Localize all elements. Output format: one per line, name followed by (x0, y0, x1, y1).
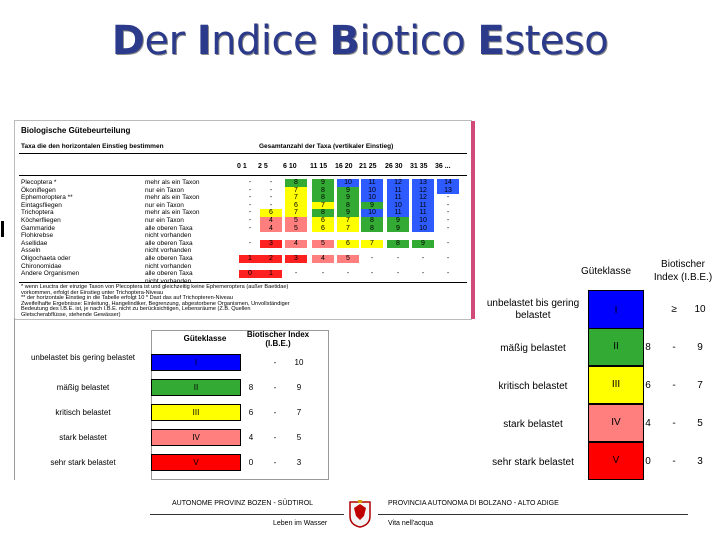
score-cell: 9 (387, 217, 409, 225)
score-cell: 11 (387, 187, 409, 195)
condition-label: alle oberen Taxa (145, 224, 193, 232)
index-value: 3 (296, 458, 302, 467)
table-row (15, 404, 327, 422)
score-cell: 7 (285, 209, 307, 217)
footnote: ** der horizontale Einstieg in die Tabelle erfolgt 10 * Dast das auf Trichopteren-Niveau (21, 295, 233, 302)
score-cell: - (269, 201, 273, 209)
score-cell: 10 (361, 209, 383, 217)
taxon-label: Eintagsfliegen (21, 201, 62, 209)
condition-label: nur ein Taxon (145, 201, 184, 209)
score-cell: 9 (387, 225, 409, 233)
score-cell: 8 (312, 194, 334, 202)
score-cell: 6 (260, 209, 282, 217)
score-cell: - (269, 186, 273, 194)
score-cell: - (248, 239, 252, 247)
score-cell: 10 (387, 202, 409, 210)
count-header: 21 25 (359, 163, 377, 170)
sheet-heading: Biologische Gütebeurteilung (21, 126, 131, 135)
condition-label: nur ein Taxon (145, 186, 184, 194)
score-cell: 1 (260, 270, 282, 278)
condition-label: alle oberen Taxa (145, 239, 193, 247)
score-cell: 11 (412, 209, 434, 217)
score-cell: - (421, 255, 425, 262)
sheet-right-header: Gesamtanzahl der Taxa (vertikaler Einstieg) (259, 143, 394, 150)
quality-class-table (478, 259, 720, 482)
score-cell: - (294, 270, 298, 278)
footnote: * wenn Leuctra der einzige Taxon von Plecoptera ist und gleichzeitig keine Ephemeroptera (außer Baetidae) (21, 284, 289, 290)
index-value: - (672, 456, 676, 467)
class-cell: V (588, 442, 644, 480)
taxon-label: Andere Organismen (21, 270, 80, 278)
count-header: 0 1 (237, 163, 247, 170)
index-value: 10 (694, 304, 706, 315)
divider (19, 175, 467, 176)
score-cell: - (248, 186, 252, 194)
score-cell: 5 (285, 225, 307, 233)
class-header: Güteklasse (183, 334, 227, 343)
footnote: Bedeutung des I.B.E. ist, je nach I.B.E. nicht zu berücksichtigen, Lebensräume (Z.B. Quellen (21, 306, 251, 313)
score-cell: 4 (260, 217, 282, 225)
footnote: vorkommen, erfolgt der Einstieg unter Trichoptera-Niveau (21, 289, 164, 296)
table-row (15, 354, 327, 372)
score-cell: 8 (285, 179, 307, 187)
score-cell: - (446, 201, 450, 209)
score-cell: - (446, 239, 450, 247)
row-label: stark belastet (59, 433, 107, 442)
score-cell: - (446, 224, 450, 232)
index-value: - (273, 358, 277, 367)
score-cell: 10 (412, 225, 434, 233)
index-value: - (672, 342, 676, 353)
score-cell: - (269, 194, 273, 202)
taxon-label: Asellidae (21, 239, 48, 247)
score-cell: - (370, 255, 374, 262)
score-cell: - (248, 194, 252, 202)
class-cell: IV (151, 429, 241, 446)
class-cell: I (588, 290, 644, 332)
score-cell: 5 (285, 217, 307, 225)
footer-left: AUTONOME PROVINZ BOZEN - SÜDTIROL (172, 500, 314, 507)
score-cell: - (248, 224, 252, 232)
count-header: 6 10 (283, 163, 297, 170)
score-cell: 9 (361, 202, 383, 210)
title-part: steso (504, 18, 609, 64)
footer-left-sub: Leben im Wasser (273, 520, 328, 527)
index-value: 10 (294, 358, 304, 367)
score-cell: - (248, 209, 252, 217)
sheet-edge-bar (471, 121, 475, 319)
score-cell: - (396, 255, 400, 262)
score-cell: 10 (412, 217, 434, 225)
taxon-label: Plecoptera * (21, 179, 57, 186)
row-label: mäßig belastet (56, 383, 110, 392)
score-cell: 12 (412, 187, 434, 195)
score-cell: 8 (312, 209, 334, 217)
score-cell: 8 (361, 217, 383, 225)
score-cell: 7 (285, 194, 307, 202)
coat-of-arms-icon (349, 500, 371, 528)
index-value: - (273, 408, 277, 417)
index-value: - (273, 458, 277, 467)
score-cell: 11 (361, 179, 383, 187)
condition-label: mehr als ein Taxon (145, 209, 200, 217)
index-value: 9 (296, 383, 302, 392)
index-header: Biotischer Index (I.B.E.) (246, 330, 310, 348)
score-cell: - (446, 217, 450, 224)
score-cell: 5 (337, 255, 359, 263)
index-value: - (672, 380, 676, 391)
row-label: sehr stark belastet (492, 457, 574, 468)
row-label: kritisch belastet (55, 408, 111, 417)
score-cell: 14 (437, 179, 459, 187)
index-header: Biotischer Index (I.B.E.) (653, 259, 713, 283)
table-row (15, 454, 327, 472)
score-cell: 13 (412, 179, 434, 187)
table-row (478, 290, 720, 332)
index-value: 6 (645, 380, 651, 391)
index-value: 4 (645, 418, 651, 429)
count-header: 2 5 (258, 163, 268, 170)
title-initial: B (329, 18, 360, 64)
index-value: - (273, 383, 277, 392)
score-cell: 11 (412, 202, 434, 210)
row-label: stark belastet (503, 419, 563, 430)
score-cell: 6 (337, 240, 359, 248)
sheet-left-header: Taxa die den horizontalen Einstieg bestimmen (21, 143, 164, 150)
footer-right: PROVINCIA AUTONOMA DI BOLZANO - ALTO ADIGE (388, 500, 559, 507)
index-value: 8 (248, 383, 254, 392)
condition-label: nicht vorhanden (145, 262, 192, 270)
index-value: - (273, 433, 277, 442)
score-cell: 10 (361, 194, 383, 202)
score-cell: 10 (361, 187, 383, 195)
index-value: 7 (296, 408, 302, 417)
score-cell: - (346, 270, 350, 278)
table-row (478, 404, 720, 446)
condition-label: alle oberen Taxa (145, 270, 193, 278)
score-cell: - (446, 194, 450, 202)
index-value: 4 (248, 433, 254, 442)
divider (19, 282, 467, 283)
taxon-label: Köcherfliegen (21, 217, 61, 224)
score-cell: 9 (337, 194, 359, 202)
score-cell: - (370, 270, 374, 278)
taxon-label: Trichoptera (21, 209, 54, 217)
condition-label: mehr als ein Taxon (145, 179, 200, 186)
score-cell: - (446, 270, 450, 278)
score-cell: 8 (361, 225, 383, 233)
score-cell: 4 (260, 225, 282, 233)
score-cell: 4 (312, 255, 334, 263)
condition-label: alle oberen Taxa (145, 255, 193, 262)
score-cell: 11 (387, 209, 409, 217)
footer-rule (378, 514, 688, 515)
score-cell: - (248, 217, 252, 224)
count-header: 26 30 (385, 163, 403, 170)
index-value: - (672, 418, 676, 429)
score-cell: 6 (312, 225, 334, 233)
count-header: 11 15 (310, 163, 328, 170)
score-cell: - (446, 209, 450, 217)
row-label: sehr stark belastet (50, 458, 116, 467)
taxon-label: Ephemoroptera ** (21, 194, 73, 202)
score-cell: 7 (361, 240, 383, 248)
score-cell: 0 (239, 270, 261, 278)
row-label: unbelastet bis gering belastet (486, 298, 580, 321)
row-label: kritisch belastet (498, 381, 568, 392)
score-cell: 9 (337, 209, 359, 217)
score-cell: 7 (337, 225, 359, 233)
slide-title (0, 18, 720, 64)
footer-rule (150, 514, 344, 515)
score-cell: 8 (337, 202, 359, 210)
score-cell: - (321, 270, 325, 278)
score-cell: 7 (312, 202, 334, 210)
score-cell: - (421, 270, 425, 278)
taxon-label: Asseln (21, 247, 41, 255)
score-cell: 2 (260, 255, 282, 263)
title-part: ndice (211, 18, 330, 64)
index-value: 0 (248, 458, 254, 467)
class-cell: V (151, 454, 241, 471)
index-value: 8 (645, 342, 651, 353)
score-cell: 10 (337, 179, 359, 187)
title-initial: I (196, 18, 212, 64)
small-quality-table (14, 318, 327, 480)
score-cell: 9 (337, 187, 359, 195)
index-value: 6 (248, 408, 254, 417)
score-cell: - (248, 179, 252, 186)
class-cell: I (151, 354, 241, 371)
score-cell: 8 (387, 240, 409, 248)
index-value: 3 (697, 456, 703, 467)
score-cell: 4 (285, 240, 307, 248)
condition-label: mehr als ein Taxon (145, 194, 200, 202)
score-cell: - (396, 270, 400, 278)
score-cell: 9 (412, 240, 434, 248)
class-cell: IV (588, 404, 644, 442)
score-cell: 8 (312, 187, 334, 195)
evaluation-sheet (14, 120, 472, 320)
taxon-label: Chironomidae (21, 262, 62, 270)
index-value: ≥ (671, 304, 677, 315)
score-cell: 11 (387, 194, 409, 202)
condition-label: nicht vorhanden (145, 247, 192, 255)
title-initial: E (477, 18, 505, 64)
table-row (15, 379, 327, 397)
divider (19, 153, 467, 154)
table-row (478, 442, 720, 484)
index-value: 9 (697, 342, 703, 353)
score-cell: 7 (337, 217, 359, 225)
index-value: 5 (296, 433, 302, 442)
condition-label: nicht vorhanden (145, 232, 192, 240)
footnote: Zweifelhafte Ergebnisse: Einleitung, Hangelindiker, Begrenzung, abgestorbene Organismen, Unvollständiger (21, 300, 290, 307)
taxon-label: Ökoniflegen (21, 186, 56, 194)
score-cell: 1 (239, 255, 261, 263)
index-value: 7 (697, 380, 703, 391)
taxon-label: Flohkrebse (21, 232, 54, 240)
score-cell: - (446, 255, 450, 262)
row-label: mäßig belastet (500, 343, 566, 354)
score-cell: - (269, 179, 273, 186)
score-cell: 3 (260, 240, 282, 248)
footnote: Gletscherabflüsse, stehende Gewässer) (21, 312, 121, 318)
count-header: 36 ... (435, 163, 451, 170)
index-value: 0 (645, 456, 651, 467)
score-cell: 7 (285, 187, 307, 195)
condition-label: nur ein Taxon (145, 217, 184, 224)
count-header: 16 20 (335, 163, 353, 170)
score-cell: - (248, 201, 252, 209)
title-part: er (144, 18, 197, 64)
table-row (478, 328, 720, 370)
count-header: 31 35 (410, 163, 428, 170)
margin-mark (1, 221, 4, 237)
class-cell: II (151, 379, 241, 396)
score-cell: 5 (312, 240, 334, 248)
taxon-label: Gammaride (21, 224, 55, 232)
title-part: iotico (359, 18, 478, 64)
class-cell: III (588, 366, 644, 404)
score-cell: 12 (387, 179, 409, 187)
class-header: Güteklasse (580, 266, 632, 277)
score-cell: 12 (412, 194, 434, 202)
score-cell: 3 (285, 255, 307, 263)
row-label: unbelastet bis gering belastet (30, 353, 136, 362)
class-cell: III (151, 404, 241, 421)
title-initial: D (111, 18, 145, 64)
table-row (478, 366, 720, 408)
class-cell: II (588, 328, 644, 366)
table-row (15, 429, 327, 447)
score-cell: 9 (312, 179, 334, 187)
taxon-label: Oligochaeta oder (21, 255, 71, 262)
score-cell: 13 (437, 187, 459, 195)
index-value: 5 (697, 418, 703, 429)
footer-right-sub: Vita nell'acqua (388, 520, 434, 527)
score-cell: 6 (312, 217, 334, 225)
score-cell: 6 (285, 202, 307, 210)
